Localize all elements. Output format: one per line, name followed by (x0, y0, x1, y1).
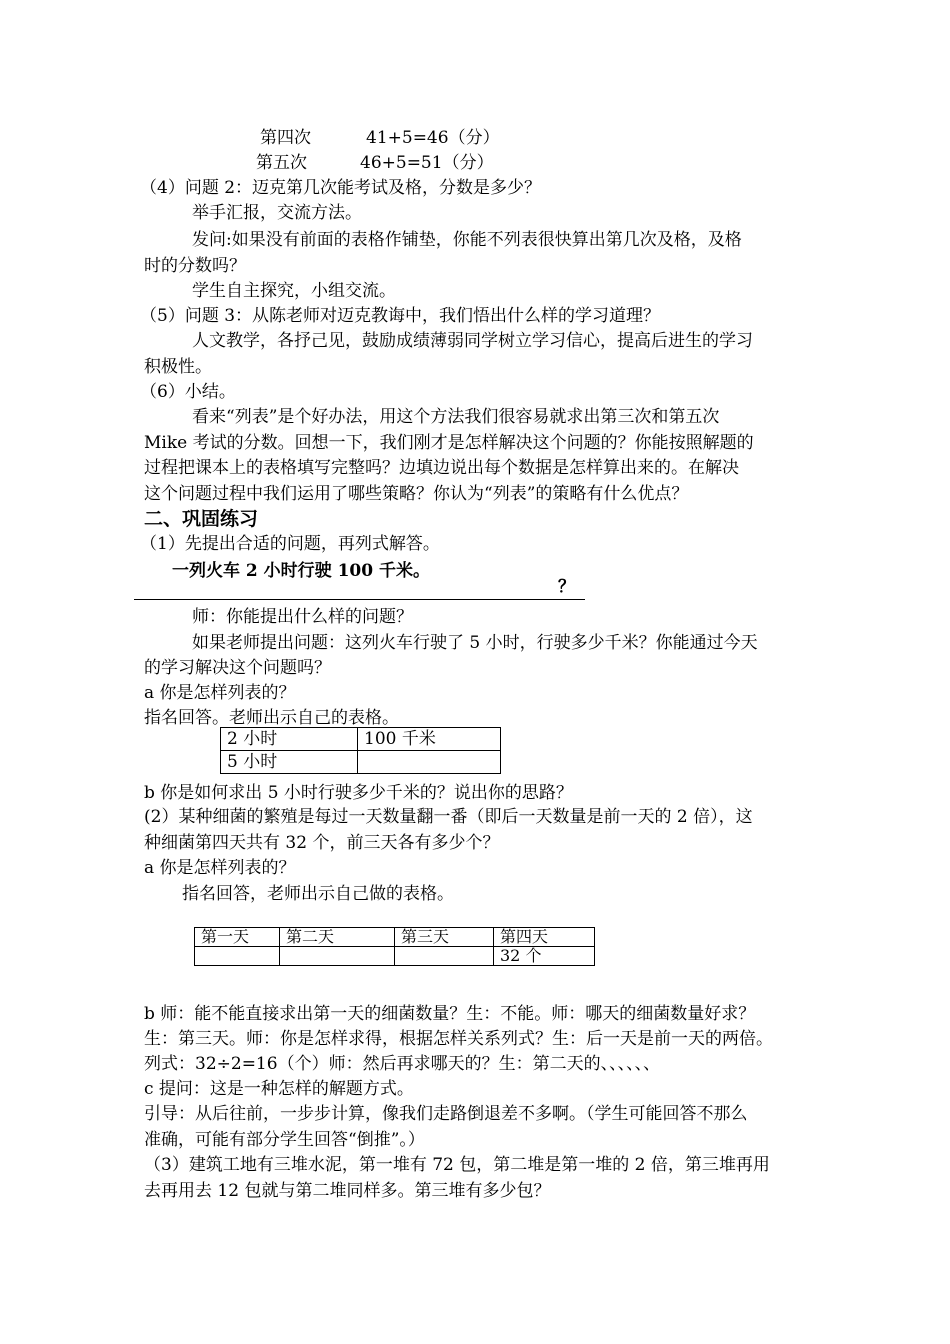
table-cell: 100 千米 (358, 728, 501, 751)
table-header-cell: 第三天 (395, 928, 494, 947)
table-cell (280, 947, 395, 966)
summary-line3: 过程把课本上的表格填写完整吗？边填边说出每个数据是怎样算出来的。在解决 (144, 458, 739, 478)
exercise-1-question: （1）先提出合适的问题，再列式解答。 (140, 534, 440, 554)
exercise-3-question-line2: 去再用去 12 包就与第二堆同样多。第三堆有多少包？ (144, 1181, 551, 1201)
exercise-2-guide-line1: 引导：从后往前，一步步计算，像我们走路倒退差不多啊。（学生可能回答不那么 (144, 1104, 748, 1124)
table-header-cell: 第四天 (494, 928, 595, 947)
table-row (195, 928, 595, 947)
divider-line (134, 599, 585, 600)
table-cell: 2 小时 (221, 728, 358, 751)
exercise-3-question-line1: （3）建筑工地有三堆水泥，第一堆有 72 包，第二堆是第一堆的 2 倍，第三堆再用 (144, 1155, 770, 1175)
exercise-2-b-line3: 列式：32÷2=16（个）师：然后再求哪天的？生：第二天的、、、、、、 (144, 1054, 661, 1074)
exercise-1-answer: 指名回答。老师出示自己的表格。 (144, 708, 399, 728)
table-cell (395, 947, 494, 966)
answer-4-2-line2: 时的分数吗？ (144, 256, 246, 276)
table-row (221, 728, 501, 751)
row-label-5: 第五次 (256, 153, 307, 173)
teacher-prompt-2-line1: 如果老师提出问题：这列火车行驶了 5 小时，行驶多少千米？你能通过今天 (192, 633, 758, 653)
question-6: （6）小结。 (140, 382, 236, 402)
answer-5-line2: 积极性。 (144, 357, 212, 377)
summary-line4: 这个问题过程中我们运用了哪些策略？你认为“列表”的策略有什么优点？ (144, 484, 689, 504)
answer-4-1: 举手汇报，交流方法。 (192, 203, 362, 223)
exercise-1-b: b 你是如何求出 5 小时行驶多少千米的？说出你的思路？ (144, 783, 573, 803)
teacher-prompt-1: 师：你能提出什么样的问题？ (192, 607, 413, 627)
table-cell (358, 751, 501, 774)
exercise-2-guide-line2: 准确，可能有部分学生回答“倒推”。） (144, 1130, 425, 1150)
row-label-4: 第四次 (260, 128, 311, 148)
exercise-1-a: a 你是怎样列表的？ (144, 683, 296, 703)
exercise-2-question-line1: (2）某种细菌的繁殖是每过一天数量翻一番（即后一天数量是前一天的 2 倍），这 (144, 807, 753, 827)
train-table (220, 727, 501, 774)
table-cell: 32 个 (494, 947, 595, 966)
exercise-2-a: a 你是怎样列表的？ (144, 858, 296, 878)
row-calc-5: 46+5=51（分） (360, 153, 494, 173)
table-cell (195, 947, 280, 966)
exercise-1-given: 一列火车 2 小时行驶 100 千米。 (172, 561, 430, 581)
summary-line1: 看来“列表”是个好办法，用这个方法我们很容易就求出第三次和第五次 (192, 407, 720, 427)
answer-4-2-line1: 发问:如果没有前面的表格作铺垫，你能不列表很快算出第几次及格，及格 (192, 230, 742, 250)
summary-line2: Mike 考试的分数。回想一下，我们刚才是怎样解决这个问题的？你能按照解题的 (144, 433, 754, 453)
table-row (221, 751, 501, 774)
table-row (195, 947, 595, 966)
question-4: （4）问题 2：迈克第几次能考试及格，分数是多少？ (140, 178, 542, 198)
table-header-cell: 第二天 (280, 928, 395, 947)
question-5: （5）问题 3：从陈老师对迈克教诲中，我们悟出什么样的学习道理？ (140, 306, 661, 326)
exercise-2-question-line2: 种细菌第四天共有 32 个，前三天各有多少个？ (144, 833, 500, 853)
question-mark: ？ (558, 577, 575, 597)
answer-5-line1: 人文教学，各抒己见，鼓励成绩薄弱同学树立学习信心，提高后进生的学习 (192, 331, 753, 351)
table-cell: 5 小时 (221, 751, 358, 774)
bacteria-table (194, 927, 595, 966)
answer-4-3: 学生自主探究，小组交流。 (192, 281, 396, 301)
section-heading: 二、巩固练习 (144, 508, 259, 530)
teacher-prompt-2-line2: 的学习解决这个问题吗？ (144, 658, 331, 678)
exercise-2-answer: 指名回答，老师出示自己做的表格。 (182, 884, 454, 904)
exercise-2-c: c 提问：这是一种怎样的解题方式。 (144, 1079, 414, 1099)
exercise-2-b-line1: b 师：能不能直接求出第一天的细菌数量？生：不能。师：哪天的细菌数量好求？ (144, 1004, 756, 1024)
table-header-cell: 第一天 (195, 928, 280, 947)
exercise-2-b-line2: 生：第三天。师：你是怎样求得，根据怎样关系列式？生：后一天是前一天的两倍。 (144, 1029, 773, 1049)
row-calc-4: 41+5=46（分） (366, 128, 500, 148)
